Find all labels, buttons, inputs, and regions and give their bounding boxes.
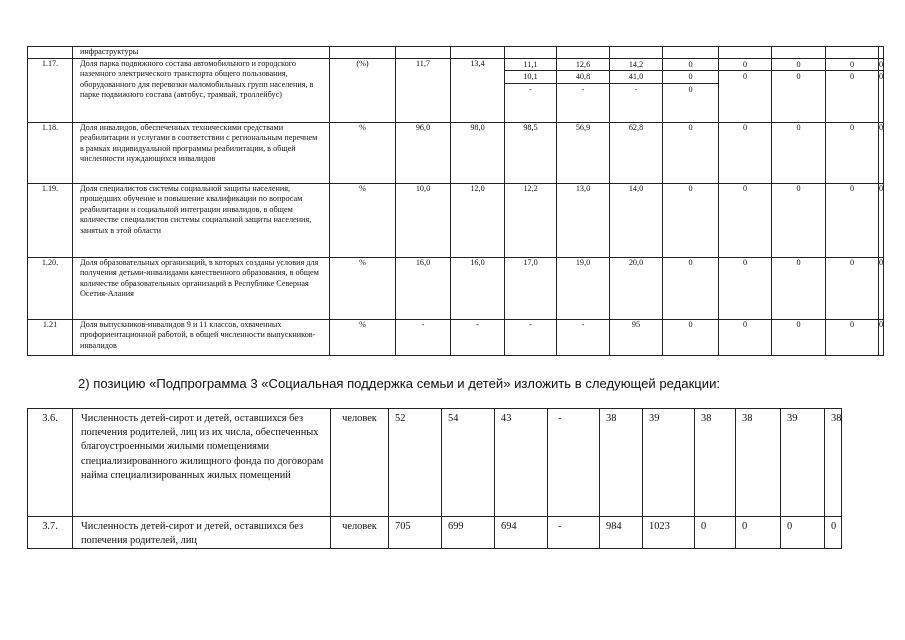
value-cell: - xyxy=(396,319,451,355)
value-cell: 694 xyxy=(495,517,548,549)
table-row xyxy=(28,257,885,319)
value-cell: 0 xyxy=(772,319,826,355)
table-row xyxy=(28,47,885,59)
value-cell xyxy=(557,47,610,59)
value-cell: 0 xyxy=(825,517,842,549)
code-cell: 3.6. xyxy=(28,409,73,517)
value-cell: 0 xyxy=(719,122,772,183)
value-cell: 17,0 xyxy=(505,257,557,319)
value-cell: 705 xyxy=(389,517,442,549)
value-cell: 98,0 xyxy=(451,122,505,183)
indicator-text: инфраструктуры xyxy=(73,47,330,59)
value-cell xyxy=(772,47,826,59)
value-cell: - xyxy=(505,319,557,355)
value-cell: 0 xyxy=(663,122,719,183)
table-row xyxy=(28,58,885,122)
value-cell: 0 xyxy=(772,183,826,257)
value-cell: 16,0 xyxy=(396,257,451,319)
indicator-text: Численность детей-сирот и детей, оставшихся без попечения родителей, лиц из их числа, обеспеченных благоустроенными жилыми помещениями специализированного жилищного фонда по договорам найма специализированных жилых помещений xyxy=(73,409,331,517)
value-cell: 38 xyxy=(736,409,781,517)
indicator-table-bottom xyxy=(27,408,842,549)
section-heading: 2) позицию «Подпрограмма 3 «Социальная поддержка семьи и детей» изложить в следующей редакции: xyxy=(78,376,721,391)
value-cell: 0 xyxy=(879,183,884,257)
code-cell: 1.21 xyxy=(28,319,73,355)
value-subcell: 10,1 xyxy=(505,71,556,84)
value-cell: 14,0 xyxy=(610,183,663,257)
value-cell: 0 xyxy=(781,517,825,549)
value-subcell: 0 xyxy=(688,84,693,94)
code-cell: 1.17. xyxy=(28,58,73,122)
value-cell: 0 xyxy=(826,122,879,183)
value-cell: 984 xyxy=(600,517,643,549)
indicator-text: Доля парка подвижного состава автомобильного и городского наземного электрического транспорта общего пользования, оборудованного для перевозки маломобильных групп населения, в парке подвижного состава (автобус, трамвай, троллейбус) xyxy=(73,58,330,122)
value-cell: 39 xyxy=(781,409,825,517)
value-cell: 0 xyxy=(826,319,879,355)
unit-cell: % xyxy=(330,183,396,257)
value-cell: 0 xyxy=(772,122,826,183)
value-cell: 43 xyxy=(495,409,548,517)
value-cell: 0 xyxy=(719,319,772,355)
value-cell xyxy=(826,47,879,59)
indicator-text: Доля инвалидов, обеспеченных техническими средствами реабилитации и услугами в соответствии с региональным перечнем в рамках индивидуальной программы реабилитации, в общей численности нуждающихся инвалидов xyxy=(73,122,330,183)
value-cell: 54 xyxy=(442,409,495,517)
value-subcell: 0 xyxy=(663,59,718,72)
value-cell: 98,5 xyxy=(505,122,557,183)
indicator-text: Численность детей-сирот и детей, оставшихся без попечения родителей, лиц xyxy=(73,517,331,549)
value-cell: 16,0 xyxy=(451,257,505,319)
value-cell: 52 xyxy=(389,409,442,517)
indicator-text: Доля специалистов системы социальной защиты населения, прошедших обучение и повышение квалификации по вопросам реабилитации и социальной интеграции инвалидов, в общем количестве специалистов системы социальной защиты населения, занятых в этой области xyxy=(73,183,330,257)
value-cell: 0 xyxy=(879,319,884,355)
unit-cell: % xyxy=(330,319,396,355)
value-cell: 12,2 xyxy=(505,183,557,257)
value-cell: 0 xyxy=(663,257,719,319)
value-cell xyxy=(610,47,663,59)
value-cell: 96,0 xyxy=(396,122,451,183)
value-subcell: 0 xyxy=(719,59,771,72)
value-cell: 0 xyxy=(663,183,719,257)
value-cell-split xyxy=(610,58,663,122)
value-subcell: 0 xyxy=(663,71,718,84)
indicator-table-top xyxy=(27,46,885,356)
value-cell: 95 xyxy=(610,319,663,355)
spacer xyxy=(884,319,885,355)
value-cell: 10,0 xyxy=(396,183,451,257)
value-cell: 699 xyxy=(442,517,495,549)
value-cell xyxy=(663,47,719,59)
value-cell-split xyxy=(719,58,772,122)
value-cell: 19,0 xyxy=(557,257,610,319)
unit-cell: человек xyxy=(331,409,389,517)
value-cell: 0 xyxy=(719,183,772,257)
spacer xyxy=(884,183,885,257)
value-subcell: 11,1 xyxy=(505,59,556,72)
value-cell: 0 xyxy=(879,122,884,183)
value-cell-split xyxy=(826,58,879,122)
value-cell: 38 xyxy=(825,409,842,517)
value-subcell: 12,6 xyxy=(557,59,609,72)
unit-cell: % xyxy=(330,257,396,319)
value-cell: 20,0 xyxy=(610,257,663,319)
value-subcell: 0 xyxy=(826,59,878,72)
code-cell: 3.7. xyxy=(28,517,73,549)
indicator-text: Доля выпускников-инвалидов 9 и 11 классов, охваченных профориентационной работой, в общей численности выпускников-инвалидов xyxy=(73,319,330,355)
value-cell-split xyxy=(557,58,610,122)
value-cell-split xyxy=(772,58,826,122)
value-cell-split xyxy=(663,58,719,122)
table-row xyxy=(28,517,842,549)
unit-cell: % xyxy=(330,122,396,183)
value-cell: 38 xyxy=(695,409,736,517)
value-cell: 11,7 xyxy=(396,58,451,122)
value-cell-split xyxy=(505,58,557,122)
value-cell: 0 xyxy=(719,257,772,319)
spacer xyxy=(884,58,885,122)
value-cell: 0 xyxy=(736,517,781,549)
value-cell: 1023 xyxy=(643,517,695,549)
value-cell xyxy=(451,47,505,59)
value-cell: 0 xyxy=(826,257,879,319)
value-cell: 0 xyxy=(695,517,736,549)
value-subcell: 0 xyxy=(849,72,855,82)
value-cell: 13,4 xyxy=(451,58,505,122)
value-cell: 0 xyxy=(826,183,879,257)
value-subcell: 41,0 xyxy=(610,71,662,84)
value-subcell: - xyxy=(529,84,532,94)
unit-cell xyxy=(330,47,396,59)
value-subcell: 14,2 xyxy=(610,59,662,72)
code-cell: 1.18. xyxy=(28,122,73,183)
spacer xyxy=(884,47,885,59)
value-cell xyxy=(719,47,772,59)
table-row xyxy=(28,319,885,355)
value-subcell: 40,8 xyxy=(557,71,609,84)
unit-cell: человек xyxy=(331,517,389,549)
value-subcell: - xyxy=(581,84,585,94)
value-subcell: - xyxy=(634,84,638,94)
value-cell: 13,0 xyxy=(557,183,610,257)
value-cell: 38 xyxy=(600,409,643,517)
value-cell: 0 xyxy=(879,257,884,319)
value-subcell: 0 xyxy=(879,72,884,82)
indicator-text: Доля образовательных организаций, в которых созданы условия для получения детьми-инвалидами качественного образования, в общем количестве образовательных организаций в Республике Северная Осетия-Алания xyxy=(73,257,330,319)
value-subcell: 0 xyxy=(742,72,748,82)
code-cell: 1.20. xyxy=(28,257,73,319)
value-cell: 62,8 xyxy=(610,122,663,183)
value-subcell: 0 xyxy=(879,59,883,72)
value-subcell: 0 xyxy=(796,72,801,82)
value-cell: - xyxy=(451,319,505,355)
table-row xyxy=(28,409,842,517)
value-cell: - xyxy=(548,517,600,549)
value-cell: 56,9 xyxy=(557,122,610,183)
value-subcell: 0 xyxy=(772,59,825,72)
value-cell: - xyxy=(548,409,600,517)
table-row xyxy=(28,183,885,257)
table-row xyxy=(28,122,885,183)
unit-cell: (%) xyxy=(330,58,396,122)
value-cell: 12,0 xyxy=(451,183,505,257)
value-cell: - xyxy=(557,319,610,355)
spacer xyxy=(884,257,885,319)
value-cell: 0 xyxy=(772,257,826,319)
value-cell xyxy=(505,47,557,59)
code-cell: 1.19. xyxy=(28,183,73,257)
value-cell: 39 xyxy=(643,409,695,517)
spacer xyxy=(884,122,885,183)
value-cell: 0 xyxy=(663,319,719,355)
code-cell xyxy=(28,47,73,59)
value-cell xyxy=(396,47,451,59)
